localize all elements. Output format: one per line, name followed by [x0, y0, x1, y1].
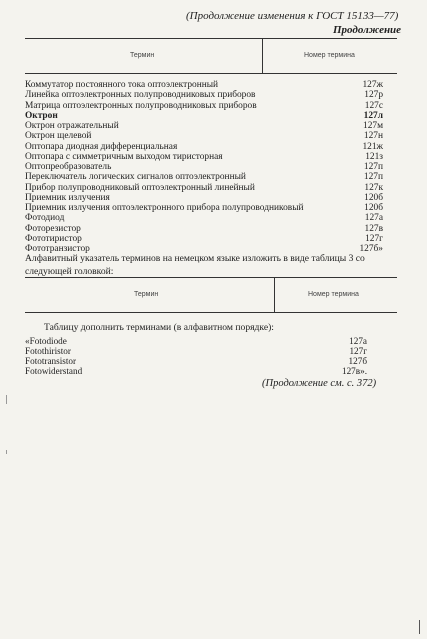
number-cell: 120б	[364, 203, 383, 213]
number-cell: 127к	[364, 182, 383, 193]
number-cell: 127л	[363, 110, 383, 121]
table2-header-rule	[25, 312, 397, 313]
term-cell: Фотодиод	[25, 213, 65, 224]
table2-column-divider	[274, 277, 275, 312]
term-cell: Оптопара диодная дифференциальная	[25, 141, 178, 152]
list-item	[25, 366, 367, 377]
table2-col-number: Номер термина	[308, 291, 359, 298]
table1-column-divider	[262, 38, 263, 73]
term-cell: Октрон отражательный	[25, 121, 119, 131]
number-cell: 127б»	[359, 244, 383, 254]
table1-header-rule	[25, 73, 397, 74]
table2-col-term: Термин	[134, 291, 159, 298]
german-term: Fotothiristor	[25, 346, 71, 356]
german-term-number: 127г	[349, 346, 367, 356]
term-cell: Октрон	[25, 110, 58, 121]
term-cell: Оптопреобразователь	[25, 162, 112, 172]
paragraph-german-index: Алфавитный указатель терминов на немецком языке изложить в виде таблицы 3 со следующей головкой:	[25, 253, 365, 277]
number-cell: 127ж	[362, 80, 383, 90]
continuation-label: Продолжение	[333, 24, 402, 36]
german-term-number: 127б	[348, 356, 367, 366]
term-cell: Фототранзистор	[25, 244, 90, 254]
number-cell: 121ж	[362, 141, 383, 152]
number-cell: 120б	[364, 192, 383, 203]
number-cell: 127н	[363, 131, 383, 142]
table1-col-term: Термин	[130, 52, 155, 59]
number-cell: 127п	[363, 162, 383, 172]
term-cell: Прибор полупроводниковый оптоэлектронный линейный	[25, 182, 255, 193]
paragraph-add-terms: Таблицу дополнить терминами (в алфавитном порядке):	[44, 322, 274, 333]
table1-col-number: Номер термина	[304, 52, 355, 59]
footer-continuation-note: (Продолжение см. с. 372)	[262, 378, 377, 389]
number-cell: 127м	[363, 121, 383, 131]
term-cell: Переключатель логических сигналов оптоэлектронный	[25, 172, 246, 183]
scan-mark	[6, 395, 7, 404]
german-term: Fototransistor	[25, 356, 77, 366]
term-cell: Оптопара с симметричным выходом тиристорная	[25, 151, 223, 162]
term-cell: Фототиристор	[25, 233, 82, 244]
term-cell: Октрон щелевой	[25, 131, 92, 142]
number-cell: 127а	[364, 213, 383, 224]
table1-top-rule	[25, 38, 397, 39]
number-cell: 121з	[365, 151, 383, 162]
number-cell: 127п	[363, 172, 383, 183]
number-cell: 127р	[364, 90, 383, 101]
number-cell: 127с	[364, 100, 383, 111]
term-cell: Коммутатор постоянного тока оптоэлектронный	[25, 80, 219, 90]
german-term: Fotowiderstand	[25, 366, 83, 376]
continuation-note: (Продолжение изменения к ГОСТ 15133—77)	[186, 10, 399, 22]
term-cell: Линейка оптоэлектронных полупроводниковых приборов	[25, 90, 256, 101]
term-cell: Матрица оптоэлектронных полупроводниковых приборов	[25, 100, 257, 111]
term-cell: Приемник излучения оптоэлектронного прибора полупроводниковый	[25, 203, 304, 213]
scan-mark	[6, 450, 7, 454]
number-cell: 127в	[364, 223, 383, 234]
number-cell: 127г	[365, 233, 383, 244]
german-term-number: 127в».	[341, 366, 367, 376]
german-term-number: 127а	[349, 336, 367, 346]
term-cell: Приемник излучения	[25, 192, 110, 203]
german-term: «Fotodiode	[25, 336, 67, 346]
term-cell: Фоторезистор	[25, 223, 81, 234]
scan-mark	[419, 620, 420, 634]
table2-top-rule	[25, 277, 397, 278]
